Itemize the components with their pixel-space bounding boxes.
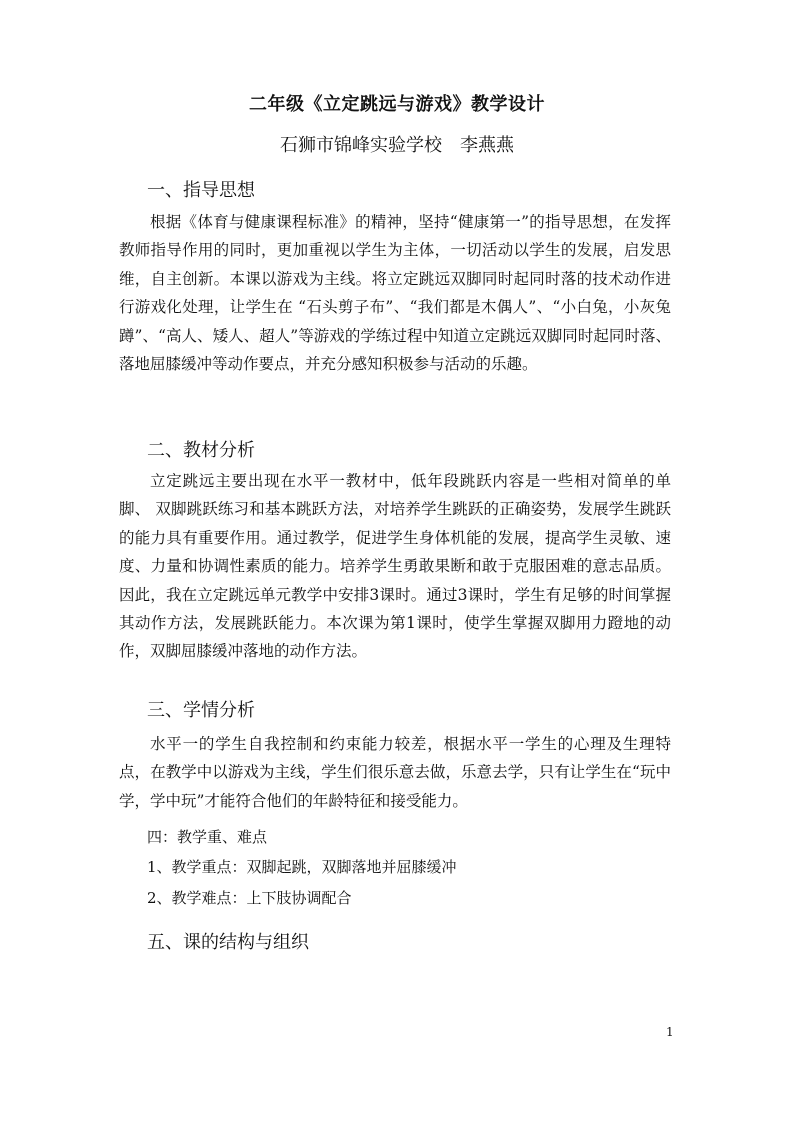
section-paragraph-learner-analysis: 水平一的学生自我控制和约束能力较差，根据水平一学生的心理及生理特点，在教学中以游戏为主线，学生们很乐意去做，乐意去学，只有让学生在“玩中学，学中玩”才能符合他们的年龄特征和接受能力。 <box>119 735 671 810</box>
section-heading-learner-analysis: 三、学情分析 <box>147 700 255 721</box>
key-point-1: 1、教学重点：双脚起跳，双脚落地并屈膝缓冲 <box>147 858 457 876</box>
key-points-heading: 四：教学重、难点 <box>147 828 268 846</box>
author-line: 石狮市锦峰实验学校 李燕燕 <box>280 135 514 156</box>
section-heading-guiding-thought: 一、指导思想 <box>147 180 255 201</box>
key-point-2: 2、教学难点：上下肢协调配合 <box>147 889 352 907</box>
section-heading-material-analysis: 二、教材分析 <box>147 440 255 461</box>
page-number: 1 <box>666 1025 674 1039</box>
document-title: 二年级《立定跳远与游戏》教学设计 <box>249 94 545 115</box>
section-paragraph-guiding-thought: 根据《体育与健康课程标准》的精神，坚持“健康第一”的指导思想，在发挥教师指导作用的同时，更加重视以学生为主体，一切活动以学生的发展，启发思维，自主创新。本课以游戏为主线。将立定跳远双脚同时起同时落的技术动作进行游戏化处理，让学生在 “石头剪子布”、“我们都是木偶人”、“小白兔，小灰兔蹲”、“高人、矮人、超人”等游戏的学练过程中知道立定跳远双脚同时起同时落、落地屈膝缓冲等动作要点，并充分感知积极参与活动的乐趣。 <box>119 213 671 374</box>
section-paragraph-material-analysis: 立定跳远主要出现在水平一教材中，低年段跳跃内容是一些相对简单的单脚、 双脚跳跃练习和基本跳跃方法，对培养学生跳跃的正确姿势，发展学生跳跃的能力具有重要作用。通过教学，促进学生身体机能的发展，提高学生灵敏、速度、力量和协调性素质的能力。培养学生勇敢果断和敢于克服困难的意志品质。因此，我在立定跳远单元教学中安排3课时。通过3课时，学生有足够的时间掌握其动作方法，发展跳跃能力。本次课为第1课时，使学生掌握双脚用力蹬地的动作，双脚屈膝缓冲落地的动作方法。 <box>119 472 671 661</box>
section-heading-lesson-structure: 五、课的结构与组织 <box>147 932 309 953</box>
